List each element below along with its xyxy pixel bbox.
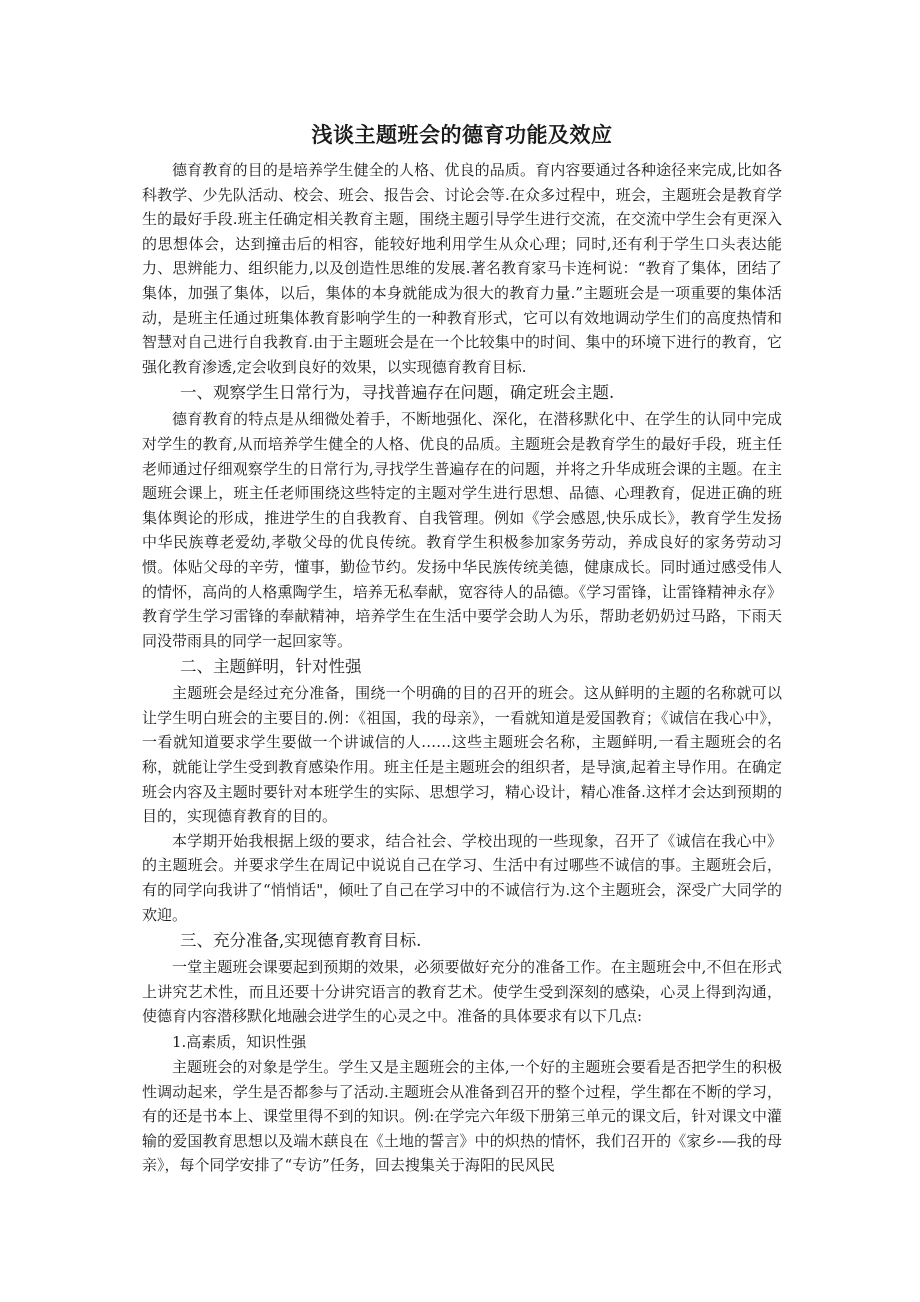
section-3-paragraph-1: 一堂主题班会课要起到预期的效果，必须要做好充分的准备工作。在主题班会中,不但在形式上讲究艺术性，而且还要十分讲究语言的教育艺术。使学生受到深刻的感染，心灵上得到沟通，使德育内容潜移默化地融会进学生的心灵之中。准备的具体要求有以下几点: [142, 958, 782, 1026]
document-title: 浅谈主题班会的德育功能及效应 [311, 123, 613, 147]
section-2-paragraph-1: 主题班会是经过充分准备，围绕一个明确的目的召开的班会。这从鲜明的主题的名称就可以让学生明白班会的主要目的.例：《祖国，我的母亲》，一看就知道是爱国教育；《诚信在我心中》，一看就知道要求学生要做一个讲诚信的人……这些主题班会名称，主题鲜明,一看主题班会的名称，就能让学生受到教育感染作用。班主任是主题班会的组织者，是导演,起着主导作用。在确定班会内容及主题时要针对本班学生的实际、思想学习，精心设计，精心准备.这样才会达到预期的目的，实现德育教育的目的。 [142, 684, 782, 826]
section-3-subheading: 1.高素质，知识性强 [172, 1033, 307, 1051]
document-page [142, 118, 782, 1178]
section-1-paragraph: 德育教育的特点是从细微处着手，不断地强化、深化，在潜移默化中、在学生的认同中完成对学生的教育,从而培养学生健全的人格、优良的品质。主题班会是教育学生的最好手段，班主任老师通过仔细观察学生的日常行为,寻找学生普遍存在的问题，并将之升华成班会课的主题。在主题班会课上，班主任老师围绕这些特定的主题对学生进行思想、品德、心理教育，促进正确的班集体舆论的形成，推进学生的自我教育、自我管理。例如《学会感恩,快乐成长》，教育学生发扬中华民族尊老爱幼,孝敬父母的优良传统。教育学生积极参加家务劳动，养成良好的家务劳动习惯。体贴父母的辛劳，懂事，勤俭节约。发扬中华民族传统美德，健康成长。同时通过感受伟人的情怀，高尚的人格熏陶学生，培养无私奉献，宽容待人的品德。《学习雷锋，让雷锋精神永存》教育学生学习雷锋的奉献精神，培养学生在生活中要学会助人为乐，帮助老奶奶过马路，下雨天同没带雨具的同学一起回家等。 [142, 410, 782, 650]
section-2-paragraph-2: 本学期开始我根据上级的要求，结合社会、学校出现的一些现象，召开了《诚信在我心中》的主题班会。并要求学生在周记中说说自己在学习、生活中有过哪些不诚信的事。主题班会后，有的同学向我讲了“悄悄话"，倾吐了自己在学习中的不诚信行为.这个主题班会，深受广大同学的欢迎。 [142, 831, 782, 924]
section-3-paragraph-2: 主题班会的对象是学生。学生又是主题班会的主体,一个好的主题班会要看是否把学生的积极性调动起来，学生是否都参与了活动.主题班会从准备到召开的整个过程，学生都在不断的学习，有的还是书本上、课堂里得不到的知识。例:在学完六年级下册第三单元的课文后，针对课文中灌输的爱国教育思想以及端木蕻良在《土地的誓言》中的炽热的情怀，我们召开的《家乡-—我的母亲》，每个同学安排了“专访”任务，回去搜集关于海阳的民风民 [142, 1058, 782, 1175]
intro-paragraph: 德育教育的目的是培养学生健全的人格、优良的品质。育内容要通过各种途径来完成,比如各科教学、少先队活动、校会、班会、报告会、讨论会等.在众多过程中，班会，主题班会是教育学生的最好手段.班主任确定相关教育主题，围绕主题引导学生进行交流，在交流中学生会有更深入的思想体会，达到撞击后的相容，能较好地利用学生从众心理；同时,还有利于学生口头表达能力、思辨能力、组织能力,以及创造性思维的发展.著名教育家马卡连柯说：“教育了集体，团结了集体，加强了集体，以后，集体的本身就能成为很大的教育力量.”主题班会是一项重要的集体活动，是班主任通过班集体教育影响学生的一种教育形式，它可以有效地调动学生们的高度热情和智慧对自己进行自我教育.由于主题班会是在一个比较集中的时间、集中的环境下进行的教育，它强化教育渗透,定会收到良好的效果，以实现德育教育目标. [142, 161, 782, 376]
section-2-heading: 二、主题鲜明，针对性强 [179, 657, 362, 677]
section-3-heading: 三、充分准备,实现德育教育目标. [179, 931, 422, 951]
section-1-heading: 一、观察学生日常行为，寻找普遍存在问题，确定班会主题. [179, 383, 615, 403]
